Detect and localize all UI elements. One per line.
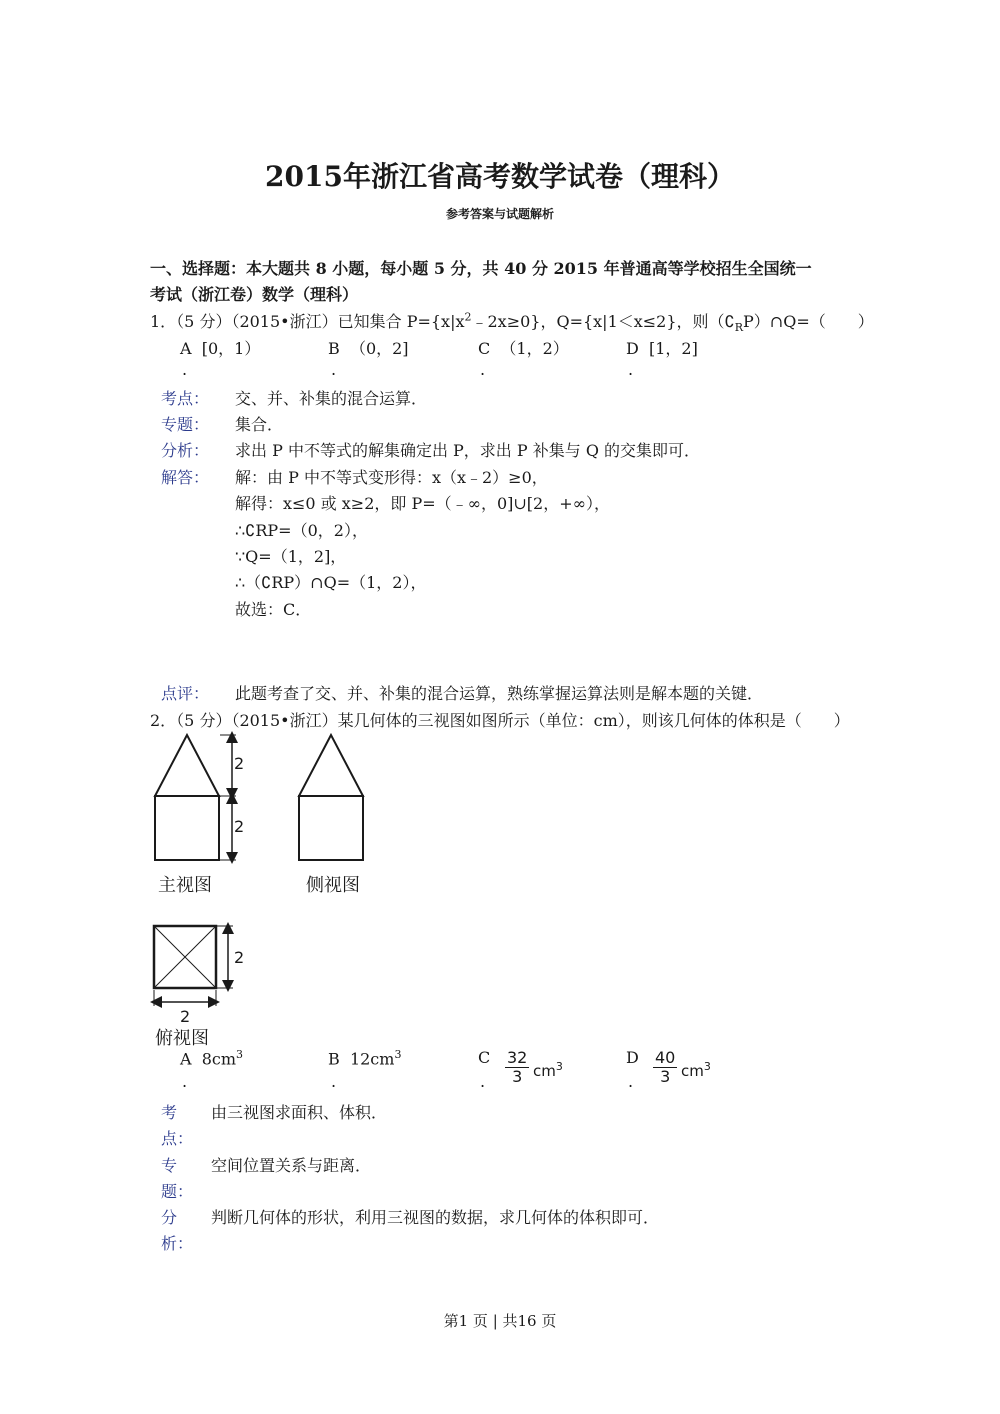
option-letter: B (328, 339, 340, 358)
unit-text: cm (533, 1062, 556, 1080)
top-view (154, 926, 233, 1006)
front-view (155, 735, 236, 860)
fraction-denominator: 3 (512, 1067, 523, 1086)
label-zhuanti: 专题： (161, 415, 210, 434)
label-kaodian-1: 考 (161, 1103, 178, 1122)
q1-zhuanti: 集合． (235, 415, 284, 434)
option-dot: . (331, 360, 337, 379)
option-dot: . (480, 360, 486, 379)
label-jieda: 解答： (161, 468, 210, 487)
label-zhuanti-1: 专 (161, 1156, 178, 1175)
page-title: 2015年浙江省高考数学试卷（理科） (265, 160, 735, 193)
q2-fenxi: 判断几何体的形状，利用三视图的数据，求几何体的体积即可． (211, 1208, 660, 1227)
unit-sup: 3 (703, 1060, 711, 1073)
option-sup: 3 (394, 1048, 402, 1061)
q2-option-c-fraction (505, 1049, 529, 1086)
option-sup: 3 (236, 1048, 244, 1061)
q1-fenxi: 求出 P 中不等式的解集确定出 P，求出 P 补集与 Q 的交集即可． (235, 441, 701, 460)
q1-stem-sub: R (734, 321, 744, 335)
label-fenxi-1: 分 (161, 1208, 178, 1227)
q1-jieda-line: 解得：x≤0 或 x≥2，即 P=（﹣∞，0]∪[2，+∞）， (235, 494, 610, 513)
q1-jieda-line: 故选：C． (235, 600, 312, 619)
label-kaodian-2: 点： (161, 1129, 194, 1148)
section-heading-line2: 考试（浙江卷）数学（理科） (150, 285, 359, 304)
q2-option-d-letter: D (626, 1048, 639, 1067)
page-subtitle: 参考答案与试题解析 (445, 207, 554, 221)
q1-jieda-line: 解：由 P 中不等式变形得：x（x﹣2）≥0， (235, 468, 548, 487)
option-text: 12cm (349, 1049, 395, 1069)
fraction-numerator: 40 (655, 1048, 676, 1067)
q2-option-c-unit (533, 1060, 563, 1080)
option-text: [1，2] (649, 339, 698, 358)
option-text: （0，2] (349, 339, 409, 358)
label-fenxi-2: 析： (161, 1234, 194, 1253)
q2-kaodian: 由三视图求面积、体积． (211, 1103, 388, 1122)
section-heading-line1: 一、选择题：本大题共 8 小题，每小题 5 分，共 40 分 2015 年普通高等学校招生全国统一 (150, 259, 812, 278)
q1-jieda-line: ∵Q=（1，2]， (235, 547, 347, 566)
option-text: 8cm (201, 1049, 237, 1069)
question-1-stem (150, 309, 874, 334)
q1-kaodian: 交、并、补集的混合运算． (235, 389, 428, 408)
q1-option-b (328, 336, 409, 359)
dimension-label: 2 (234, 817, 245, 836)
fraction-denominator: 3 (660, 1067, 671, 1086)
q2-option-d-unit (681, 1060, 711, 1080)
q2-option-c-letter: C (478, 1048, 491, 1067)
q1-stem-part: P）∩Q=（ ） (743, 312, 874, 331)
q2-option-a (180, 1048, 243, 1068)
option-dot: . (182, 1072, 188, 1091)
dimension-label: 2 (234, 948, 245, 967)
option-dot: . (182, 360, 188, 379)
option-text: [0，1） (201, 339, 261, 358)
option-dot: . (480, 1072, 486, 1091)
dimension-label: 2 (180, 1007, 191, 1026)
option-letter: A (180, 1049, 192, 1069)
page-footer: 第1 页 | 共16 页 (443, 1312, 557, 1330)
label-fenxi: 分析： (161, 441, 210, 460)
option-letter: A (180, 339, 192, 358)
label-kaodian: 考点： (161, 389, 210, 408)
top-view-label: 俯视图 (155, 1028, 209, 1049)
q1-option-c (478, 336, 569, 359)
q1-stem-part: ﹣2x≥0}，Q={x|1＜x≤2}，则（∁ (471, 312, 735, 331)
q1-option-a (180, 336, 260, 359)
q1-dianping: 此题考查了交、并、补集的混合运算，熟练掌握运算法则是解本题的关键． (235, 684, 764, 703)
question-2-stem: 2．（5 分）（2015•浙江）某几何体的三视图如图所示（单位：cm），则该几何体的体积是（ ） (150, 711, 850, 730)
unit-sup: 3 (555, 1060, 563, 1073)
dimension-label: 2 (234, 754, 245, 773)
q1-stem-sup: 2 (464, 310, 472, 324)
fraction-numerator: 32 (507, 1048, 528, 1067)
q2-option-d-fraction (653, 1049, 677, 1086)
side-view (299, 735, 363, 860)
label-dianping: 点评： (161, 684, 210, 703)
q2-option-b (328, 1048, 401, 1068)
q2-zhuanti: 空间位置关系与距离． (211, 1156, 372, 1175)
q1-option-d (626, 336, 698, 359)
side-view-label: 侧视图 (306, 875, 360, 896)
unit-text: cm (681, 1062, 704, 1080)
option-letter: D (626, 339, 639, 358)
q1-jieda-line: ∴∁RP=（0，2）， (235, 521, 368, 540)
q1-jieda-line: ∴（∁RP）∩Q=（1，2）， (235, 573, 427, 592)
front-view-label: 主视图 (158, 875, 212, 896)
option-dot: . (628, 1072, 634, 1091)
q1-stem-part: 1．（5 分）（2015•浙江）已知集合 P={x|x (150, 312, 465, 331)
label-zhuanti-2: 题： (161, 1182, 194, 1201)
option-dot: . (331, 1072, 337, 1091)
option-dot: . (628, 360, 634, 379)
option-letter: B (328, 1049, 340, 1069)
option-text: （1，2） (500, 339, 569, 358)
option-letter: C (478, 339, 491, 358)
